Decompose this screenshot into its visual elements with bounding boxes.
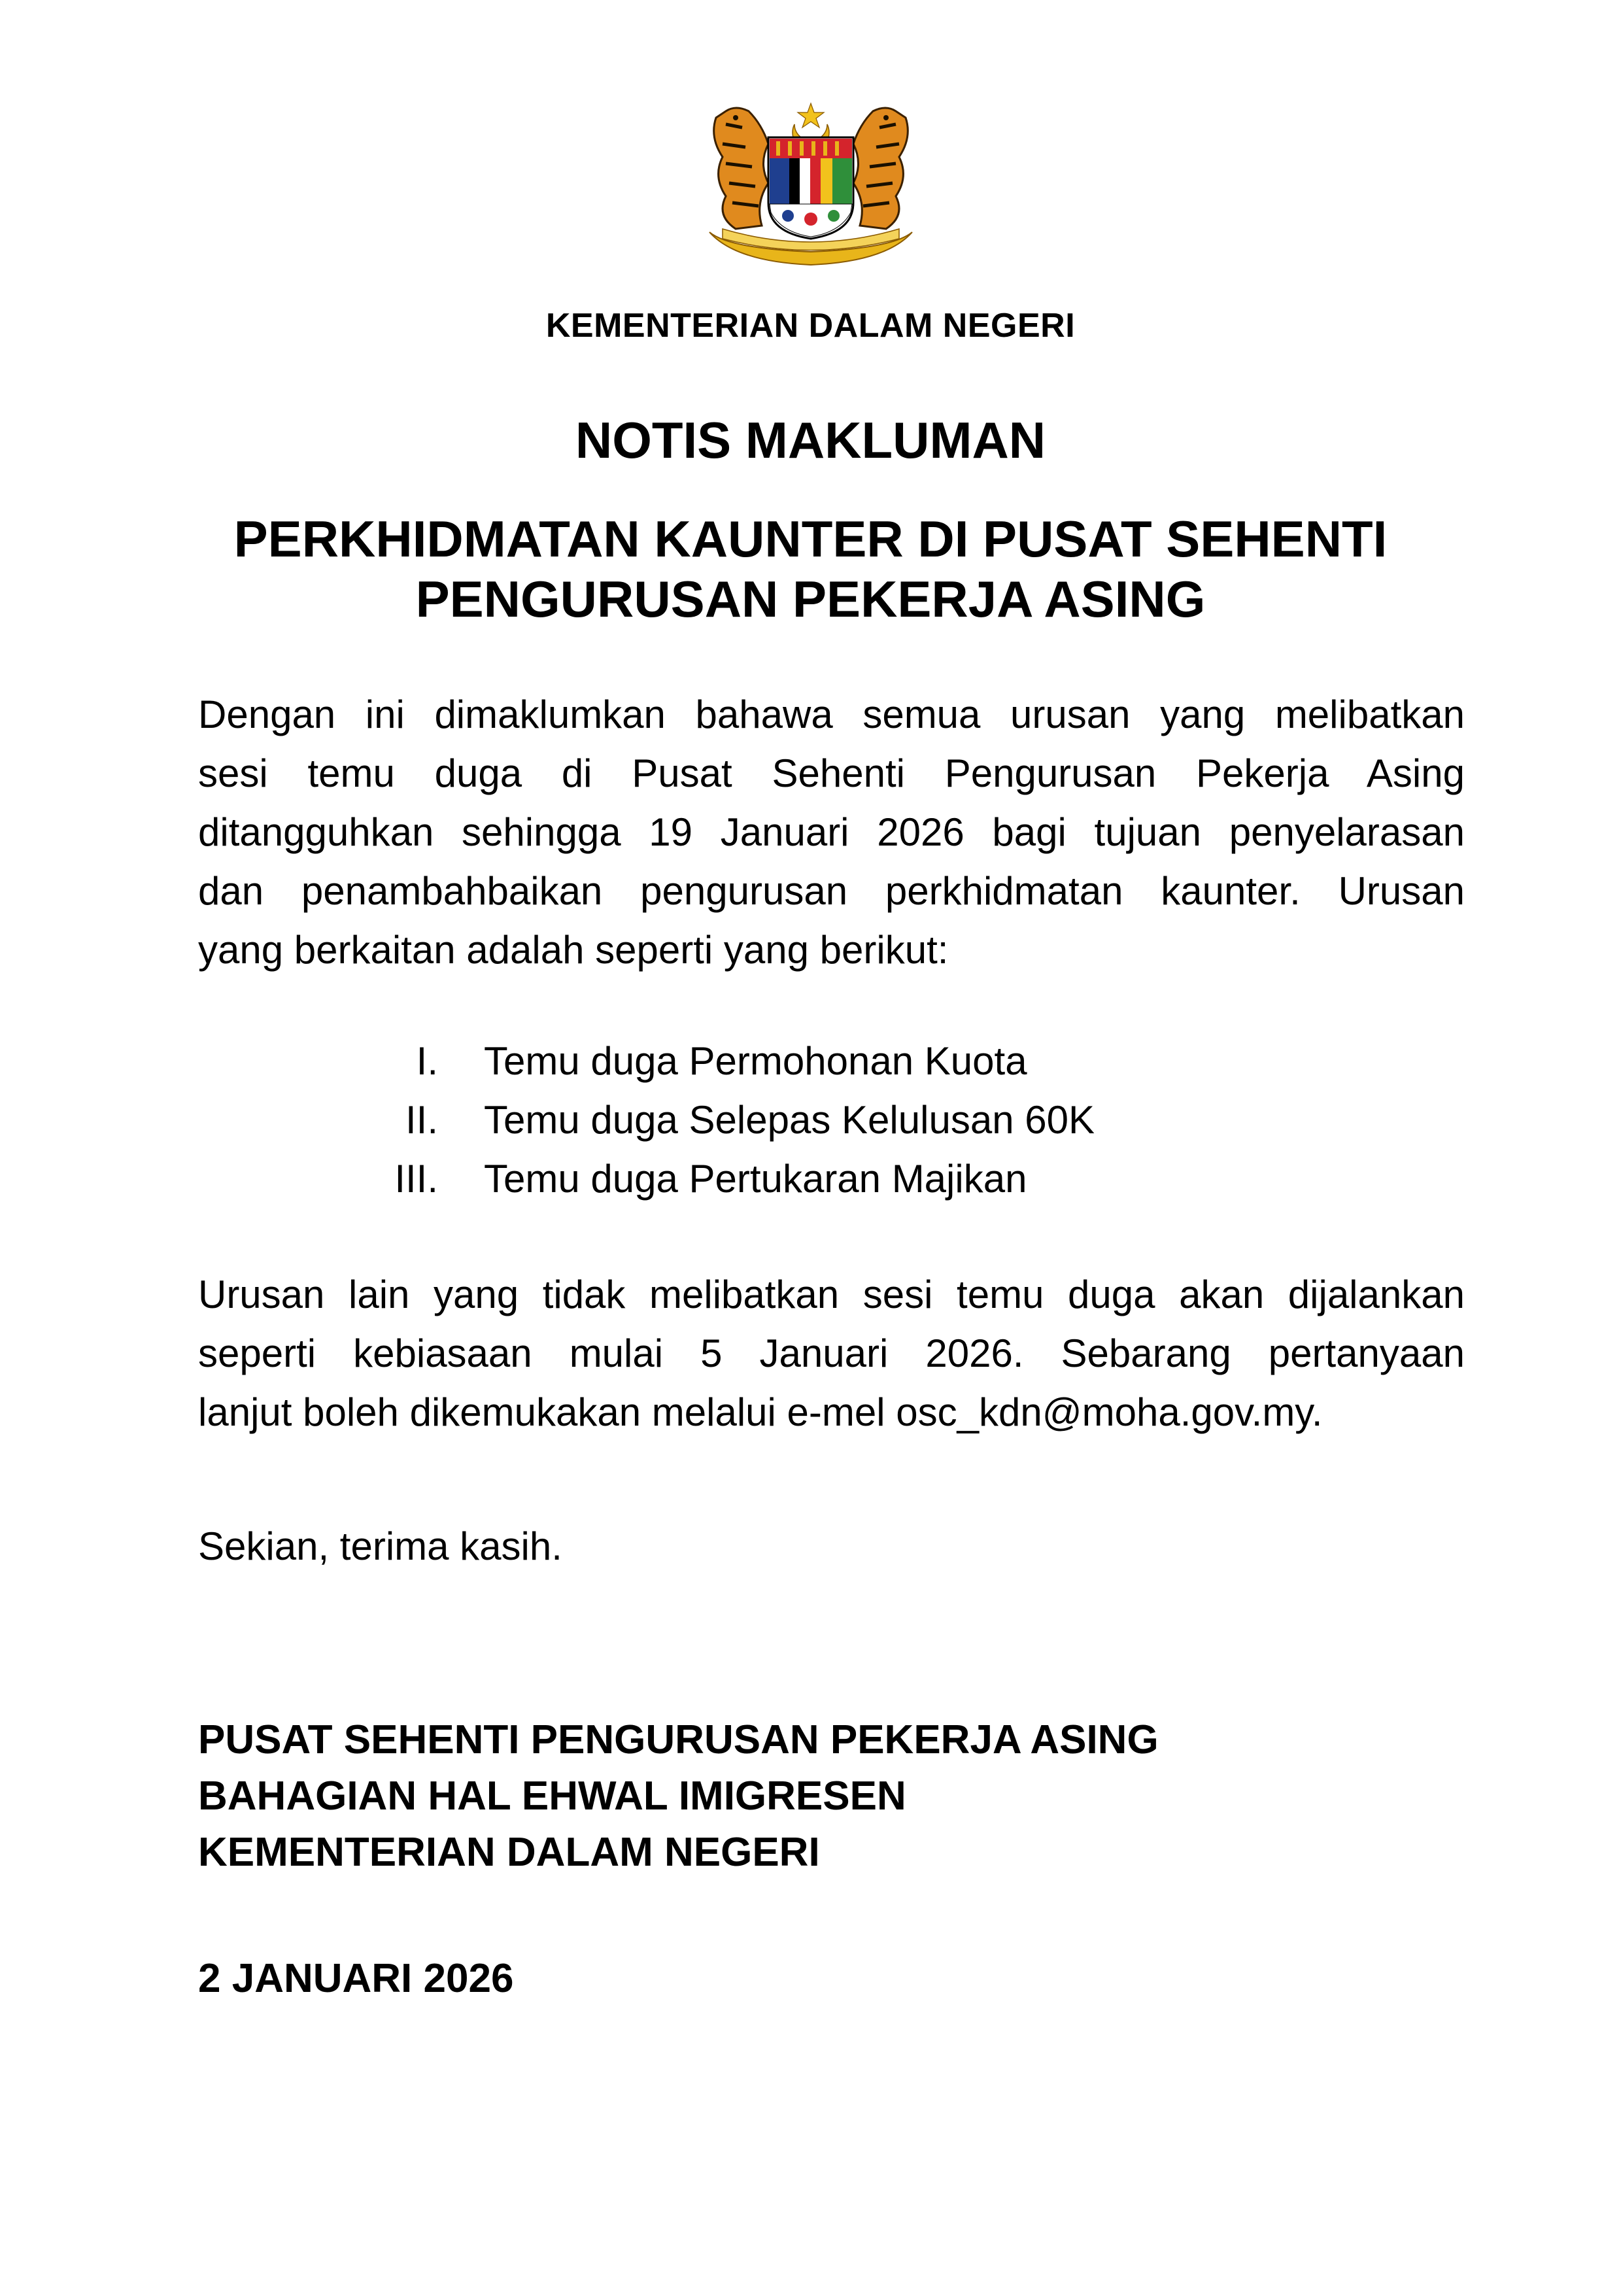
left-tiger-icon bbox=[714, 108, 768, 229]
list-item-text: Temu duga Selepas Kelulusan 60K bbox=[484, 1098, 1095, 1142]
paragraph-line: Urusan lain yang tidak melibatkan sesi temu duga akan dijalankan bbox=[198, 1273, 1465, 1316]
paragraph-line: lanjut boleh dikemukakan melalui e-mel osc_kdn@moha.gov.my. bbox=[198, 1390, 1323, 1434]
list-item-number: III. bbox=[394, 1157, 438, 1201]
paragraph-line: ditangguhkan sehingga 19 Januari 2026 bagi tujuan penyelarasan bbox=[198, 810, 1465, 854]
list-item-text: Temu duga Pertukaran Majikan bbox=[484, 1157, 1027, 1201]
closing-text: Sekian, terima kasih. bbox=[198, 1524, 562, 1568]
paragraph-line: yang berkaitan adalah seperti yang berikut: bbox=[198, 928, 949, 972]
right-tiger-icon bbox=[853, 108, 908, 229]
signature-line: BAHAGIAN HAL EHWAL IMIGRESEN bbox=[198, 1773, 906, 1819]
paragraph-line: seperti kebiasaan mulai 5 Januari 2026. Sebarang pertanyaan bbox=[198, 1331, 1465, 1375]
affected-services-list bbox=[366, 1032, 1347, 1208]
intro-paragraph bbox=[198, 685, 1465, 980]
notice-date: 2 JANUARI 2026 bbox=[198, 1956, 514, 2001]
list-item bbox=[366, 1032, 1347, 1091]
list-item bbox=[366, 1150, 1347, 1208]
malaysia-coat-of-arms-icon bbox=[696, 98, 925, 275]
list-item-text: Temu duga Permohonan Kuota bbox=[484, 1039, 1027, 1083]
followup-paragraph bbox=[198, 1265, 1465, 1442]
signature-line: PUSAT SEHENTI PENGURUSAN PEKERJA ASING bbox=[198, 1717, 1159, 1762]
notice-label: NOTIS MAKLUMAN bbox=[575, 411, 1046, 469]
signature-block bbox=[198, 1712, 1159, 1881]
list-item-number: II. bbox=[405, 1098, 438, 1142]
signature-line: KEMENTERIAN DALAM NEGERI bbox=[198, 1830, 820, 1875]
notice-title bbox=[131, 509, 1490, 629]
paragraph-line: sesi temu duga di Pusat Sehenti Pengurusan Pekerja Asing bbox=[198, 751, 1465, 795]
list-item-number: I. bbox=[416, 1039, 438, 1083]
ministry-header: KEMENTERIAN DALAM NEGERI bbox=[545, 307, 1076, 345]
list-item bbox=[366, 1091, 1347, 1150]
paragraph-line: dan penambahbaikan pengurusan perkhidmatan kaunter. Urusan bbox=[198, 869, 1465, 913]
paragraph-line: Dengan ini dimaklumkan bahawa semua urusan yang melibatkan bbox=[198, 693, 1465, 736]
notice-title-line: PENGURUSAN PEKERJA ASING bbox=[415, 570, 1206, 628]
notice-title-line: PERKHIDMATAN KAUNTER DI PUSAT SEHENTI bbox=[233, 510, 1388, 568]
